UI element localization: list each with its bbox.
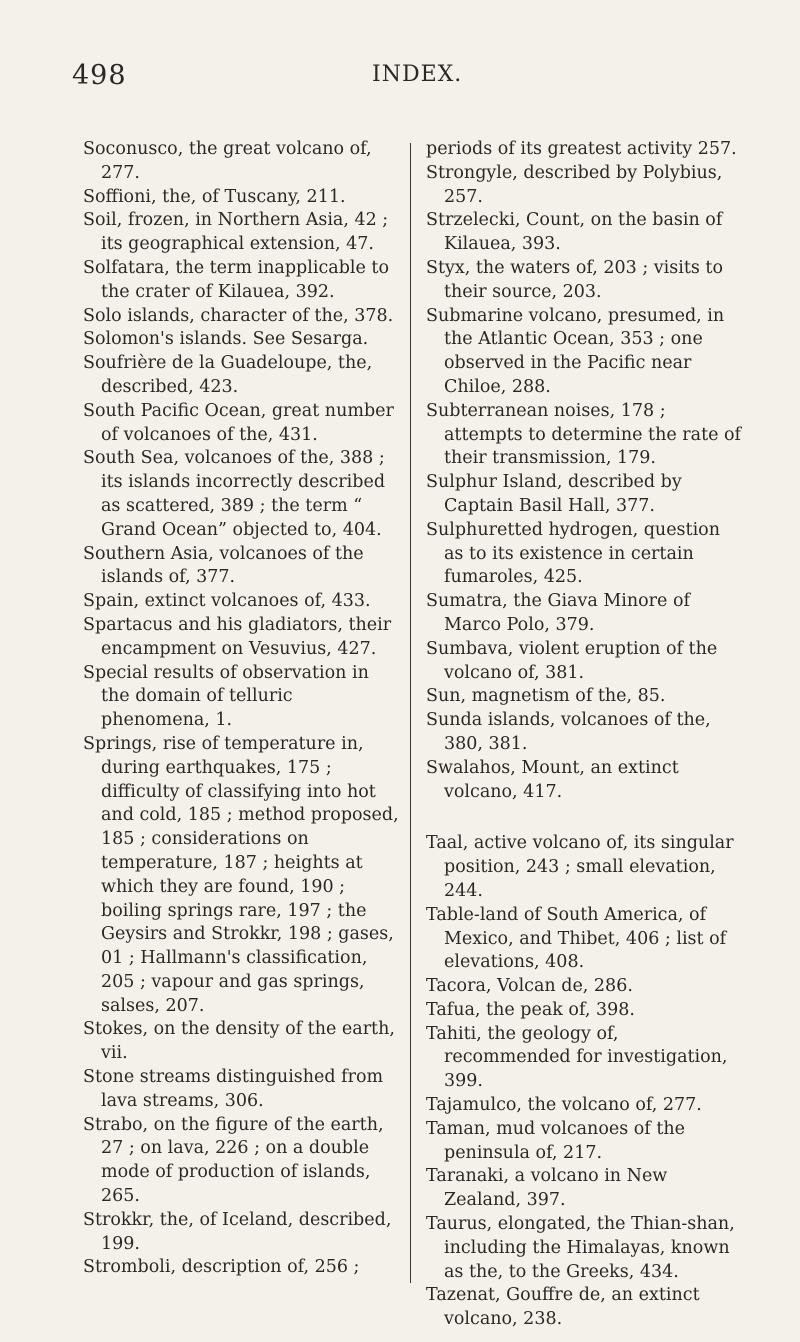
page-number: 498 bbox=[72, 60, 127, 91]
index-entry: Soconusco, the great volcano of, 277. bbox=[83, 139, 372, 183]
index-entry: Strzelecki, Count, on the basin of Kilauea, 393. bbox=[426, 210, 723, 255]
index-entry: Stromboli, description of, 256 ; bbox=[83, 1257, 360, 1278]
index-entry: Sunda islands, volcanoes of the, 380, 381. bbox=[426, 710, 711, 754]
index-entry: Sun, magnetism of the, 85. bbox=[426, 686, 666, 707]
index-entry: Stokes, on the density of the earth, vii. bbox=[83, 1019, 395, 1064]
index-entry: Strongyle, described by Polybius, 257. bbox=[426, 162, 723, 207]
index-entry: Table-land of South America, of Mexico, and Thibet, 406 ; list of elevations, 408. bbox=[426, 904, 727, 973]
index-entry: Submarine volcano, presumed, in the Atlantic Ocean, 353 ; one observed in the Pacific near Chiloe, 288. bbox=[426, 305, 725, 397]
index-entry: Southern Asia, volcanoes of the islands of, 377. bbox=[83, 543, 364, 588]
index-entry: Tajamulco, the volcano of, 277. bbox=[426, 1095, 702, 1116]
index-entry: Sumatra, the Giava Minore of Marco Polo, 379. bbox=[426, 591, 690, 635]
index-entry: Soffioni, the, of Tuscany, 211. bbox=[83, 186, 346, 207]
index-entry: Solfatara, the term inapplicable to the crater of Kilauea, 392. bbox=[83, 257, 389, 302]
index-entry: Taranaki, a volcano in New Zealand, 397. bbox=[426, 1166, 668, 1211]
index-entry: Soufrière de la Guadeloupe, the, described, 423. bbox=[83, 353, 373, 397]
index-entry: Taal, active volcano of, its singular position, 243 ; small elevation, 244. bbox=[426, 833, 734, 901]
index-entry: Solo islands, character of the, 378. bbox=[83, 305, 394, 326]
page-header bbox=[72, 60, 752, 100]
column-divider bbox=[410, 143, 411, 1283]
index-entry: Swalahos, Mount, an extinct volcano, 417. bbox=[426, 757, 679, 802]
index-entry: Strabo, on the figure of the earth, 27 ; on lava, 226 ; on a double mode of production of islands, 265. bbox=[83, 1114, 384, 1207]
index-entry: Spain, extinct volcanoes of, 433. bbox=[83, 591, 371, 612]
index-entry: Solomon's islands. See Sesarga. bbox=[83, 329, 369, 350]
index-entry: Styx, the waters of, 203 ; visits to their source, 203. bbox=[426, 257, 723, 302]
index-entry: Strokkr, the, of Iceland, described, 199. bbox=[83, 1209, 392, 1254]
index-entry: Springs, rise of temperature in, during earthquakes, 175 ; difficulty of classifying into hot and cold, 185 ; method proposed, 185 ; considerations on temperature, 187 ; heights at which they are found, 190 ; boiling springs rare, 197 ; the Geysirs and Strokkr, 198 ; gases, 01 ; Hallmann's classification, 205 ; vapour and gas springs, salses, 207. bbox=[83, 733, 399, 1016]
index-entry: Subterranean noises, 178 ; attempts to determine the rate of their transmission, 179. bbox=[426, 400, 742, 469]
index-entry: South Pacific Ocean, great number of volcanoes of the, 431. bbox=[83, 400, 394, 445]
index-entry: Tahiti, the geology of, recommended for investigation, 399. bbox=[426, 1023, 728, 1092]
index-column-left bbox=[83, 138, 403, 1280]
index-entry: Stone streams distinguished from lava streams, 306. bbox=[83, 1067, 384, 1111]
index-entry: Sumbava, violent eruption of the volcano of, 381. bbox=[426, 638, 718, 683]
index-entry: South Sea, volcanoes of the, 388 ; its islands incorrectly described as scattered, 389 ; the term “ Grand Ocean” objected to, 404. bbox=[83, 448, 386, 540]
running-head: INDEX. bbox=[372, 62, 463, 87]
index-entry: Special results of observation in the domain of telluric phenomena, 1. bbox=[83, 662, 369, 731]
index-entry: Taurus, elongated, the Thian-shan, including the Himalayas, known as the, to the Greeks, 434. bbox=[426, 1214, 735, 1282]
index-entry: Spartacus and his gladiators, their encampment on Vesuvius, 427. bbox=[83, 614, 392, 659]
index-entry: Tazenat, Gouffre de, an extinct volcano, 238. bbox=[426, 1285, 700, 1330]
index-entry: Tacora, Volcan de, 286. bbox=[426, 976, 633, 997]
index-entry: Taman, mud volcanoes of the peninsula of, 217. bbox=[426, 1118, 685, 1163]
index-entry: Sulphur Island, described by Captain Basil Hall, 377. bbox=[426, 472, 682, 516]
index-entry: Soil, frozen, in Northern Asia, 42 ; its geographical extension, 47. bbox=[83, 210, 389, 255]
index-entry: Sulphuretted hydrogen, question as to its existence in certain fumaroles, 425. bbox=[426, 519, 720, 588]
letter-section-gap bbox=[426, 804, 744, 832]
index-column-right bbox=[426, 138, 744, 1332]
index-entry: Tafua, the peak of, 398. bbox=[426, 999, 635, 1020]
index-entry: periods of its greatest activity 257. bbox=[426, 139, 737, 159]
